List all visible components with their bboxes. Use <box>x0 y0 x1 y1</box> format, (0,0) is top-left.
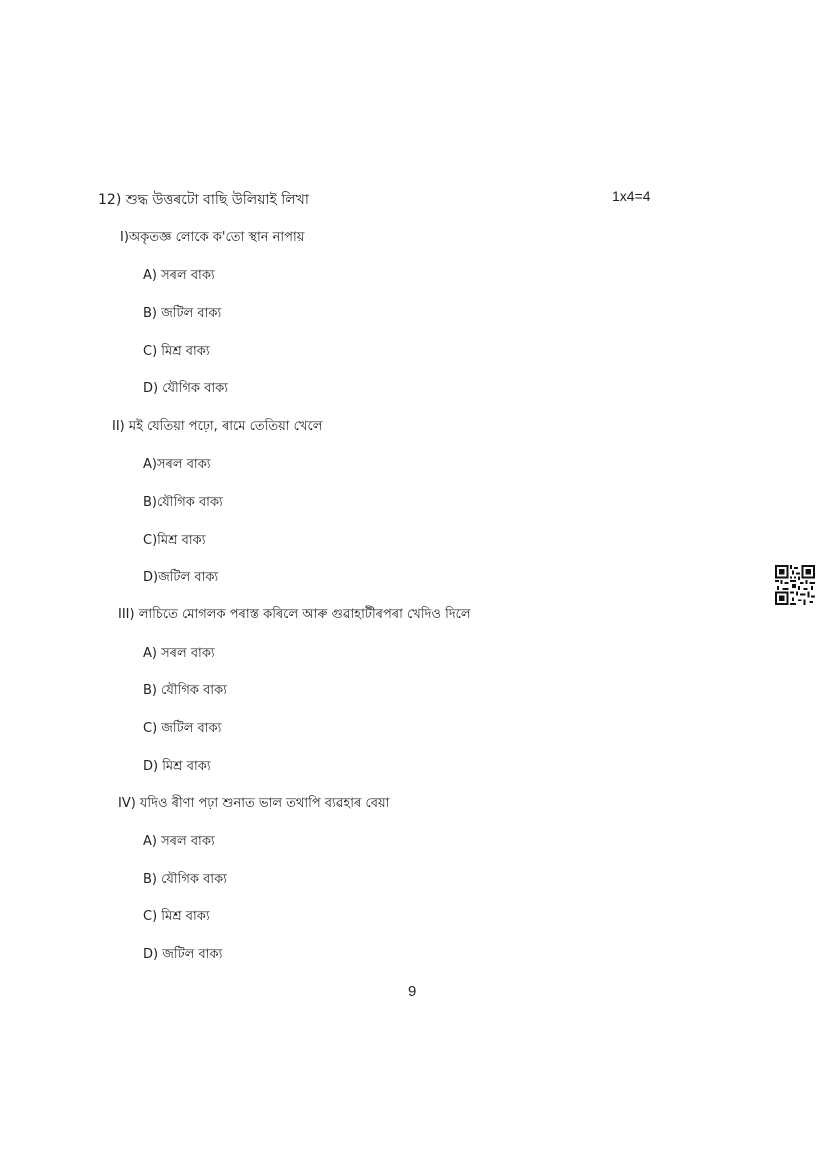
option-item: A) সৰল বাক্য <box>143 834 215 849</box>
option-item: C)মিশ্ৰ বাক্য <box>143 533 206 548</box>
option-item: C) মিশ্ৰ বাক্য <box>143 909 210 924</box>
option-item: B)যৌগিক বাক্য <box>143 495 223 510</box>
question-heading: 12) শুদ্ধ উত্তৰটো বাছি উলিয়াই লিখা <box>98 192 309 208</box>
question-marks: 1x4=4 <box>612 188 651 204</box>
option-item: B) যৌগিক বাক্য <box>143 683 227 698</box>
option-item: C) মিশ্ৰ বাক্য <box>143 344 210 359</box>
subquestion-prompt: IV) যদিও ৰীণা পঢ়া শুনাত ভাল তথাপি ব্যৱহাৰ বেয়া <box>118 796 390 811</box>
option-item: D) মিশ্ৰ বাক্য <box>143 759 211 774</box>
option-item: A) সৰল বাক্য <box>143 646 215 661</box>
option-item: D)জটিল বাক্য <box>143 570 219 585</box>
subquestion-prompt: I)অকৃতজ্ঞ লোকে ক'তো স্থান নাপায় <box>120 230 305 245</box>
option-item: D) যৌগিক বাক্য <box>143 381 229 396</box>
subquestion-prompt: II) মই যেতিয়া পঢ়ো, ৰামে তেতিয়া খেলে <box>112 419 323 434</box>
option-item: B) যৌগিক বাক্য <box>143 872 227 887</box>
option-item: D) জটিল বাক্য <box>143 947 223 962</box>
option-item: C) জটিল বাক্য <box>143 721 222 736</box>
page-number: 9 <box>408 983 417 1000</box>
option-item: B) জটিল বাক্য <box>143 306 222 321</box>
subquestion-prompt: III) লাচিতে মোগলক পৰাস্ত কৰিলে আৰু গুৱাহাটীৰপৰা খেদিও দিলে <box>118 607 471 622</box>
qr-code-icon <box>775 565 815 605</box>
option-item: A) সৰল বাক্য <box>143 268 215 283</box>
option-item: A)সৰল বাক্য <box>143 457 211 472</box>
